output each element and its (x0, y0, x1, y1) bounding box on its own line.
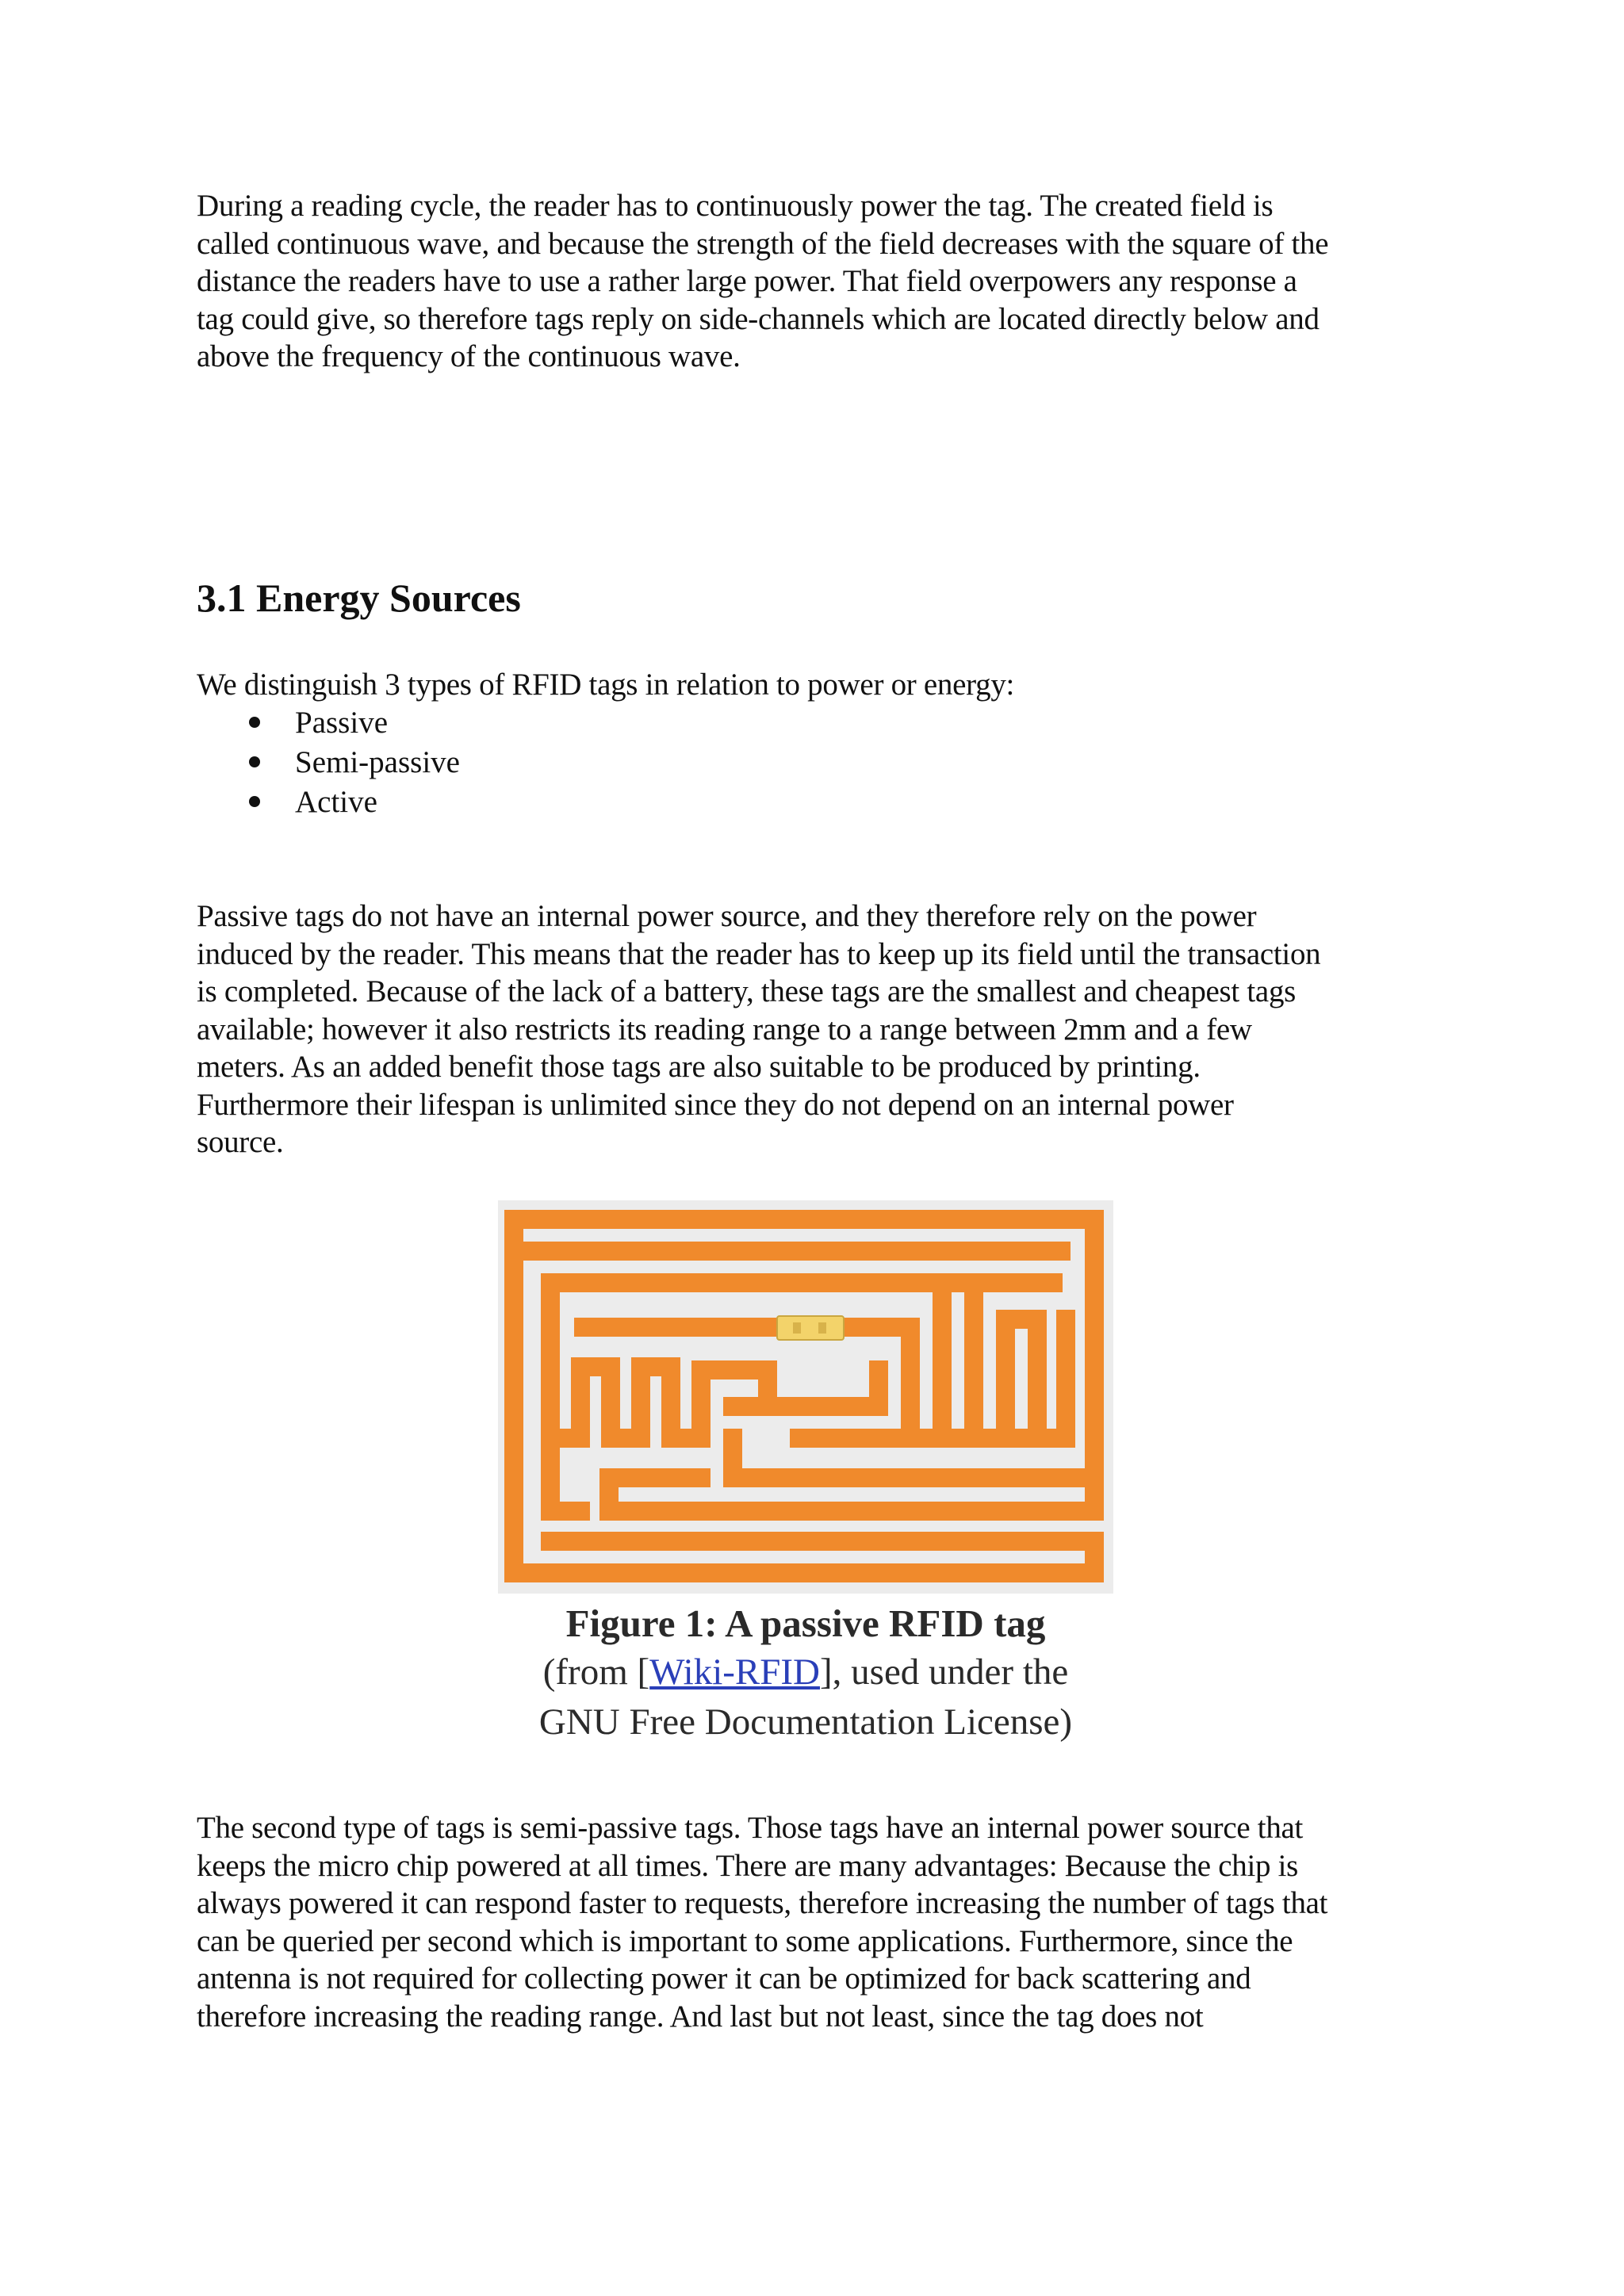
text-line: induced by the reader. This means that the reader has to keep up its field until the transaction (197, 936, 1321, 971)
text-line: above the frequency of the continuous wave. (197, 339, 741, 373)
figure-source-line (481, 1647, 1131, 1697)
text-line: Passive tags do not have an internal power source, and they therefore rely on the power (197, 899, 1257, 933)
text-line: meters. As an added benefit those tags are also suitable to be produced by printing. (197, 1050, 1201, 1084)
list-item (249, 783, 460, 822)
text-line: distance the readers have to use a rather large power. That field overpowers any response a (197, 264, 1297, 298)
paragraph-continuous-wave (197, 187, 1434, 376)
chip-pad (793, 1322, 801, 1334)
paragraph-semi-passive-tags (197, 1809, 1434, 2035)
wiki-rfid-link[interactable]: Wiki-RFID (649, 1651, 820, 1693)
text-line: can be queried per second which is important to some applications. Furthermore, since the (197, 1923, 1293, 1958)
section-intro: We distinguish 3 types of RFID tags in relation to power or energy: (197, 668, 1015, 702)
text-line: available; however it also restricts its reading range to a range between 2mm and a few (197, 1012, 1252, 1047)
list-item-label: Active (295, 785, 377, 819)
caption-prefix: (from [ (542, 1651, 650, 1693)
text-line: always powered it can respond faster to requests, therefore increasing the number of tags that (197, 1886, 1328, 1920)
text-line: source. (197, 1125, 284, 1159)
text-line: Furthermore their lifespan is unlimited since they do not depend on an internal power (197, 1087, 1234, 1122)
text-line: therefore increasing the reading range. And last but not least, since the tag does not (197, 1999, 1204, 2034)
section-heading: 3.1 Energy Sources (197, 576, 521, 620)
text-line: The second type of tags is semi-passive tags. Those tags have an internal power source that (197, 1811, 1304, 1845)
text-line: During a reading cycle, the reader has to continuously power the tag. The created field is (197, 189, 1274, 223)
list-item (249, 743, 460, 783)
text-line: tag could give, so therefore tags reply on side-channels which are located directly below and (197, 301, 1320, 336)
text-line: keeps the micro chip powered at all times. There are many advantages: Because the chip is (197, 1848, 1299, 1883)
figure-rfid-tag (498, 1200, 1113, 1747)
chip-pad (818, 1322, 826, 1334)
bullet-icon (249, 796, 260, 807)
chip-icon (777, 1316, 844, 1340)
bullet-icon (249, 717, 260, 728)
text-line: is completed. Because of the lack of a battery, these tags are the smallest and cheapest tags (197, 974, 1297, 1008)
bullet-icon (249, 756, 260, 767)
figure-title: Figure 1: A passive RFID tag (565, 1601, 1046, 1645)
list-item-label: Semi-passive (295, 745, 460, 779)
text-line: antenna is not required for collecting power it can be optimized for back scattering and (197, 1961, 1251, 1996)
text-line: called continuous wave, and because the strength of the field decreases with the square of the (197, 226, 1329, 261)
paragraph-passive-tags (197, 897, 1434, 1161)
figure-license-line: GNU Free Documentation License) (538, 1701, 1073, 1743)
tag-types-list (249, 703, 460, 822)
list-item-label: Passive (295, 706, 388, 740)
caption-suffix: ], used under the (820, 1651, 1069, 1693)
rfid-tag-image (498, 1200, 1113, 1594)
figure-caption (481, 1600, 1131, 1747)
list-item (249, 703, 460, 743)
